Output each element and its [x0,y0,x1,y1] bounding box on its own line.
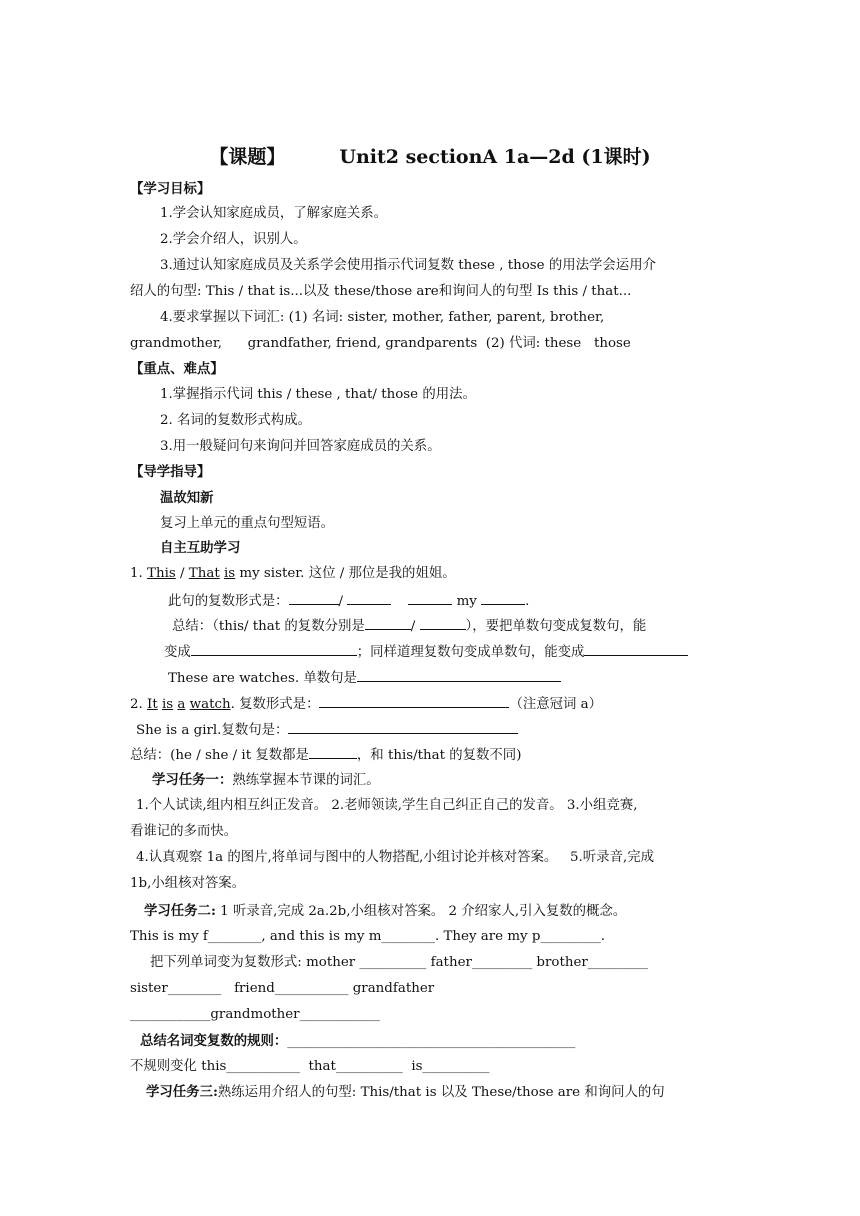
blank-field[interactable] [319,694,509,708]
task2-plural-line-3: ____________grandmother____________ [130,1007,380,1022]
goal-item-1: 1.学会认知家庭成员，了解家庭关系。 [160,206,388,221]
key-heading: 【重点、难点】 [130,361,224,377]
key-item-3: 3.用一般疑问句来询问并回答家庭成员的关系。 [160,439,441,454]
key-item-2: 2. 名词的复数形式构成。 [160,413,311,428]
review-title: 温故知新 [160,490,214,506]
goal-item-4-cont: grandmother, grandfather, friend, grandparents (2) 代词: these those [130,336,631,351]
goal-item-4: 4.要求掌握以下词汇: (1) 名词: sister, mother, father, parent, brother, [160,310,605,325]
task1-line-4: 1b,小组核对答案。 [130,876,246,891]
ex1-summary: 总结：（this/ that 的复数分别是 / ），要把单数句变成复数句，能 [172,616,646,636]
ex1-plural: 此句的复数形式是： / my . [168,591,529,611]
task1-line-1: 1.个人试读,组内相互纠正发音。 2.老师领读,学生自己纠正自己的发音。 3.小组竞赛, [136,798,638,813]
blank-field[interactable] [347,591,391,605]
task2-sentence: This is my f________, and this is my m________. They are my p_________. [130,929,605,944]
ex1-sentence: 1. This / That is my sister. 这位 / 那位是我的姐姐。 [130,566,456,581]
rules-line: 总结名词变复数的规则：___________________________________________ [140,1033,576,1049]
goal-item-3: 3.通过认知家庭成员及关系学会使用指示代词复数 these , those 的用法学会运用介 [160,258,656,273]
guide-heading: 【导学指导】 [130,464,211,480]
task2-title: 学习任务二: 1 听录音,完成 2a.2b,小组核对答案。 2 介绍家人,引入复数的概念。 [144,903,627,919]
ex2-summary: 总结：(he / she / it 复数都是 ，和 this/that 的复数不同) [130,745,521,765]
ex1-summary-cont: 变成 ；同样道理复数句变成单数句，能变成 [164,642,688,662]
ex2-she: She is a girl.复数句是： [136,720,518,740]
title-label: 【课题】 [209,146,286,168]
blank-field[interactable] [191,642,357,656]
task1-line-3: 4.认真观察 1a 的图片,将单词与图中的人物搭配,小组讨论并核对答案。 5.听录音,完成 [136,850,654,865]
ex1-these: These are watches. 单数句是 [168,668,561,688]
blank-field[interactable] [408,591,452,605]
blank-field[interactable] [309,745,357,759]
rules-irregular: 不规则变化 this___________ that__________ is__________ [130,1059,490,1074]
blank-field[interactable] [584,642,688,656]
goals-heading: 【学习目标】 [130,181,211,197]
blank-field[interactable] [481,591,525,605]
ex2-sentence: 2. It is a watch. 复数形式是： （注意冠词 a） [130,694,602,714]
task3-title: 学习任务三:熟练运用介绍人的句型: This/that is 以及 These/those are 和询问人的句 [146,1084,665,1100]
blank-field[interactable] [365,616,411,630]
task1-title: 学习任务一：熟练掌握本节课的词汇。 [152,772,380,788]
task1-line-2: 看谁记的多而快。 [130,824,238,839]
blank-field[interactable] [357,668,561,682]
lesson-title [0,142,860,169]
key-item-1: 1.掌握指示代词 this / these , that/ those 的用法。 [160,387,476,402]
review-text: 复习上单元的重点句型短语。 [160,516,335,531]
goal-item-2: 2.学会介绍人，识别人。 [160,232,307,247]
task2-plural-line-2: sister________ friend___________ grandfather [130,981,435,996]
blank-field[interactable] [420,616,466,630]
goal-item-3-cont: 绍人的句型: This / that is...以及 these/those are和询问人的句型 Is this / that... [130,284,632,299]
title-text: Unit2 sectionA 1a—2d (1课时) [339,146,651,168]
self-study-title: 自主互助学习 [160,540,241,556]
task2-plural-line: 把下列单词变为复数形式: mother __________ father_________ brother_________ [150,955,649,970]
blank-field[interactable] [289,591,339,605]
blank-field[interactable] [288,720,518,734]
